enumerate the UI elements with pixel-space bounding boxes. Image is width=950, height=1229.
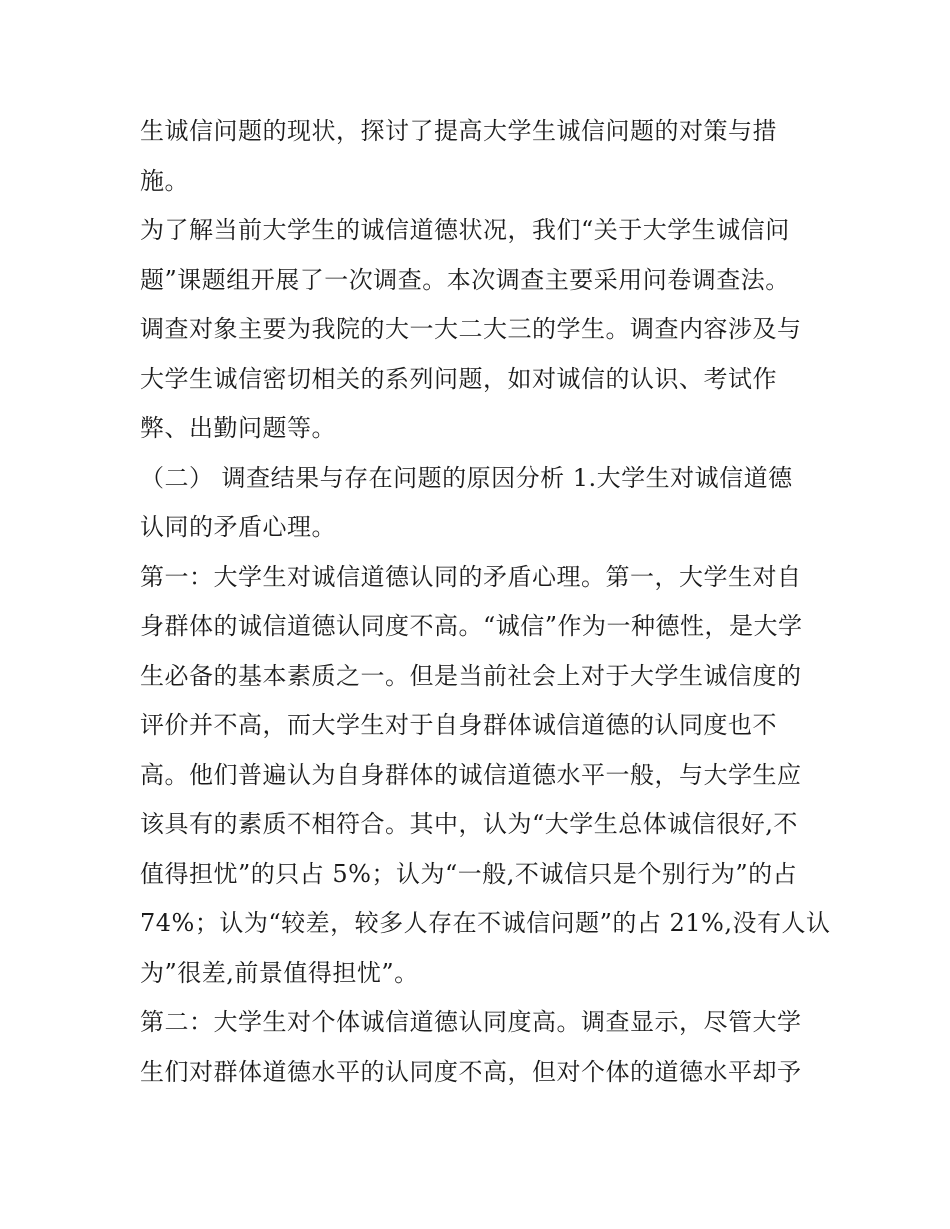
- document-body: [140, 107, 831, 1097]
- text-line: 评价并不高，而大学生对于自身群体诚信道德的认同度也不: [140, 711, 777, 739]
- text-line: 题”课题组开展了一次调查。本次调查主要采用问卷调查法。: [140, 265, 790, 294]
- text-line: 大学生诚信密切相关的系列问题，如对诚信的认识、考试作: [140, 364, 777, 393]
- text-line: 74%；认为“较差，较多人存在不诚信问题”的占 21%,没有人认: [140, 909, 831, 937]
- text-line: 第一：大学生对诚信道德认同的矛盾心理。第一，大学生对自: [140, 562, 802, 591]
- text-line: 调查对象主要为我院的大一大二大三的学生。调查内容涉及与: [140, 315, 802, 343]
- text-line: 值得担忧”的只占 5%；认为“一般,不诚信只是个别行为”的占: [140, 859, 798, 888]
- text-line: 生必备的基本素质之一。但是当前社会上对于大学生诚信度的: [140, 661, 802, 690]
- text-line: 高。他们普遍认为自身群体的诚信道德水平一般，与大学生应: [140, 760, 802, 789]
- text-line: 弊、出勤问题等。: [140, 414, 336, 442]
- text-line: 施。: [140, 166, 189, 195]
- text-line: 身群体的诚信道德认同度不高。“诚信”作为一种德性，是大学: [140, 612, 803, 640]
- section-heading-line: 认同的矛盾心理。: [140, 513, 336, 541]
- text-line: 第二：大学生对个体诚信道德认同度高。调查显示，尽管大学: [140, 1008, 802, 1036]
- section-heading-line: （二） 调查结果与存在问题的原因分析 1.大学生对诚信道德: [140, 463, 793, 492]
- text-line: 生们对群体道德水平的认同度不高，但对个体的道德水平却予: [140, 1057, 802, 1086]
- text-line: 为”很差,前景值得担忧”。: [140, 958, 419, 987]
- text-line: 该具有的素质不相符合。其中，认为“大学生总体诚信很好,不: [140, 810, 798, 838]
- text-line: 生诚信问题的现状，探讨了提高大学生诚信问题的对策与措: [140, 117, 777, 145]
- text-line: 为了解当前大学生的诚信道德状况，我们“关于大学生诚信问: [140, 216, 790, 244]
